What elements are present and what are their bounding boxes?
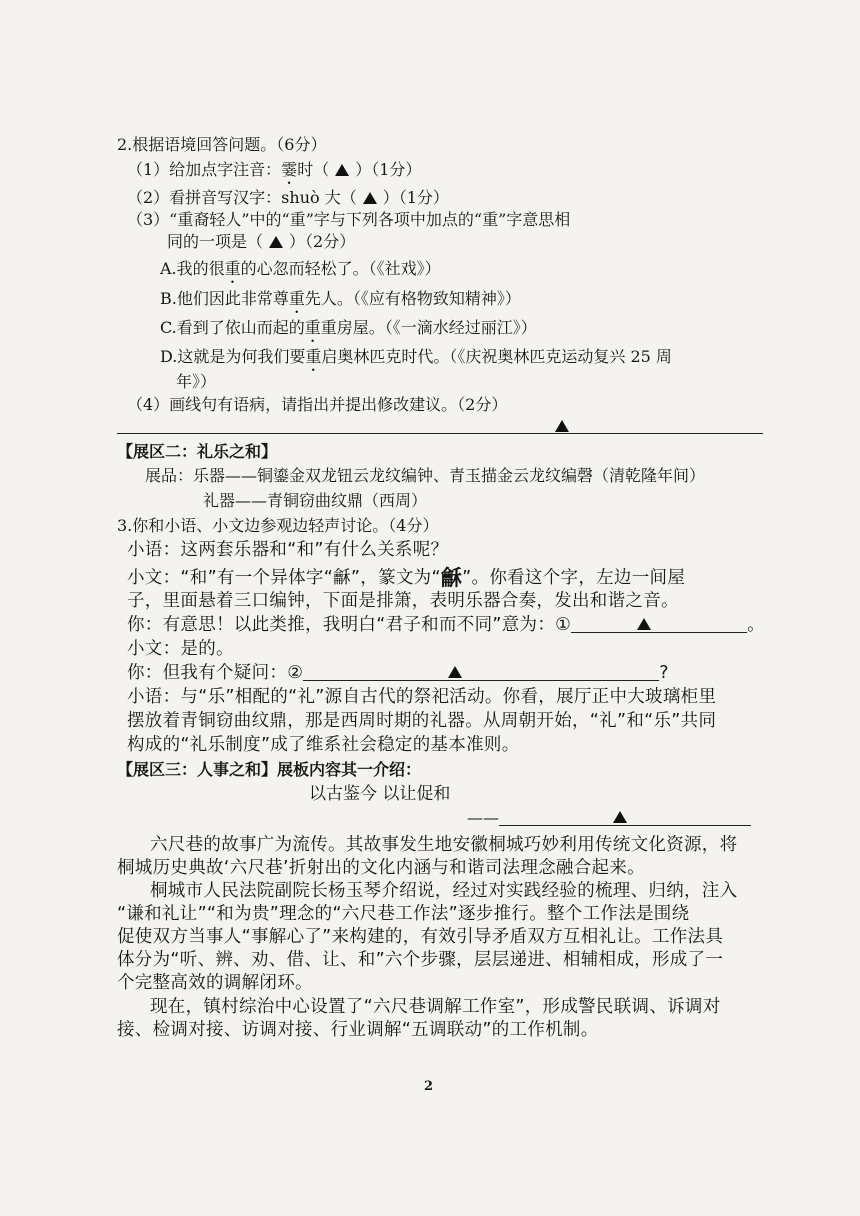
option-text: C.看到了依山而起的 <box>160 318 305 337</box>
zone3-para2-line4: 体分为“听、辨、劝、借、让、和”六个步骤，层层递进、相辅相成，形成了一 <box>117 950 724 970</box>
answer-blank-1[interactable] <box>571 614 747 633</box>
answer-triangle-icon <box>555 420 569 432</box>
option-text: D.这就是为何我们要 <box>160 347 306 366</box>
q3-line-xiaowen1-cont: 子，里面悬着三口编钟，下面是排箫，表明乐器合奏，发出和谐之音。 <box>127 591 679 611</box>
q3-line-end: 。 <box>747 615 765 635</box>
answer-triangle-icon <box>448 666 462 678</box>
q2-option-c <box>160 316 537 346</box>
q3-line-xiaoyu2-cont2: 构成的“礼乐制度”成了维系社会稳定的基本准则。 <box>127 735 520 755</box>
answer-line <box>117 433 763 434</box>
q3-line-end: ? <box>659 663 669 683</box>
q2-sub2-points: ）（1分） <box>382 188 449 207</box>
q3-line-you1 <box>127 613 765 637</box>
q3-line-xiaowen1 <box>127 566 685 590</box>
answer-blank-3[interactable] <box>499 807 751 826</box>
source-dash: —— <box>467 808 499 827</box>
q2-sub3-line1: （3）“重裔轻人”中的“重”字与下列各项中加点的“重”字意思相 <box>127 210 571 229</box>
zone3-source-line <box>467 806 751 830</box>
q3-line-text: 你：有意思！以此类推，我明白“君子和而不同”意为：① <box>127 615 572 635</box>
q3-line-xiaoyu2: 小语：与“乐”相配的“礼”源自古代的祭祀活动。你看，展厅正中大玻璃柜里 <box>127 687 717 707</box>
q3-line-xiaowen2: 小文：是的。 <box>127 639 234 659</box>
zone2-exhibit1: 展品：乐器——铜鎏金双龙钮云龙纹编钟、青玉描金云龙纹编磬（清乾隆年间） <box>145 466 706 485</box>
q3-line-you2 <box>127 661 669 685</box>
dotted-char: 重 <box>305 347 322 366</box>
zone2-exhibit2: 礼器——青铜窃曲纹鼎（西周） <box>203 491 428 510</box>
option-text: 启奥林匹克时代。（《庆祝奥林匹克运动复兴 25 周 <box>321 347 672 366</box>
q2-sub3-points: ）（2分） <box>289 232 356 251</box>
q2-sub2 <box>127 186 449 210</box>
q2-sub1 <box>127 158 421 188</box>
q2-option-b <box>160 287 521 317</box>
answer-triangle-icon <box>613 811 627 823</box>
dotted-char: 重 <box>288 289 305 308</box>
q2-sub1-points: ）（1分） <box>355 160 422 179</box>
zone3-para2-line2: “谦和礼让”“和为贵”理念的“六尺巷工作法”逐步推行。整个工作法是围绕 <box>117 904 690 924</box>
zone3-subtitle: 以古鉴今 以让促和 <box>309 784 451 804</box>
q2-sub3-prefix: 同的一项是（ <box>167 232 264 251</box>
zone3-para2-line5: 个完整高效的调解闭环。 <box>117 973 313 993</box>
zone3-para2-line1: 桐城市人民法院副院长杨玉琴介绍说，经过对实践经验的梳理、归纳，注入 <box>150 881 738 901</box>
q3-line-text: 小文：“和”有一个异体字“龢”，篆文为“ <box>127 568 441 588</box>
q2-sub1-word: 时（ <box>297 160 330 179</box>
answer-triangle-icon <box>335 164 349 176</box>
q2-option-d <box>160 345 672 375</box>
q2-option-d-cont: 年》） <box>176 372 217 391</box>
q3-title: 3.你和小语、小文边参观边轻声讨论。（4分） <box>117 516 439 535</box>
q2-sub1-dotted-char: 霎 <box>281 160 298 179</box>
q3-line-xiaoyu1: 小语：这两套乐器和“和”有什么关系呢？ <box>127 540 449 560</box>
zone3-para1-line1: 六尺巷的故事广为流传。其故事发生地安徽桐城巧妙利用传统文化资源，将 <box>150 835 738 855</box>
zone3-para2-line3: 促使双方当事人“事解心了”来构建的，有效引导矛盾双方互相礼让。工作法具 <box>117 927 724 947</box>
zone3-para3-line2: 接、检调对接、访调对接、行业调解“五调联动”的工作机制。 <box>117 1020 599 1040</box>
zone2-header: 【展区二：礼乐之和】 <box>117 442 278 461</box>
option-text: 重房屋。（《一滴水经过丽江》） <box>320 318 537 337</box>
q2-sub1-prefix: （1）给加点字注音： <box>127 160 282 179</box>
option-text: 的心忽而轻松了。（《社戏》） <box>240 259 441 278</box>
q2-sub4: （4）画线句有语病，请指出并提出修改建议。（2分） <box>127 395 508 414</box>
q3-line-text: ”。你看这个字，左边一间屋 <box>462 568 686 588</box>
zone3-para1-line2: 桐城历史典故‘六尺巷’折射出的文化内涵与和谐司法理念融合起来。 <box>117 858 645 878</box>
page-number: 2 <box>424 1079 434 1094</box>
q2-title: 2.根据语境回答问题。（6分） <box>117 135 327 154</box>
option-text: A.我的很 <box>160 259 225 278</box>
answer-triangle-icon <box>363 192 377 204</box>
dotted-char: 重 <box>304 318 321 337</box>
answer-blank-2[interactable] <box>303 662 659 681</box>
zone3-header: 【展区三：人事之和】展板内容其一介绍： <box>117 760 422 779</box>
option-text: 先人。（《应有格物致知精神》） <box>304 289 521 308</box>
answer-triangle-icon <box>269 236 283 248</box>
option-text: B.他们因此非常尊 <box>160 289 289 308</box>
seal-script-character: 龢 <box>440 566 463 590</box>
answer-triangle-icon <box>637 618 651 630</box>
q3-line-text: 你：但我有个疑问：② <box>127 663 304 683</box>
zone3-para3-line1: 现在，镇村综治中心设置了“六尺巷调解工作室”，形成警民联调、诉调对 <box>150 997 721 1017</box>
q2-option-a <box>160 257 441 287</box>
q2-sub3-line2 <box>167 230 355 254</box>
dotted-char: 重 <box>224 259 241 278</box>
q2-sub2-prefix: （2）看拼音写汉字：shuò 大（ <box>127 188 357 207</box>
q3-line-xiaoyu2-cont1: 摆放着青铜窃曲纹鼎，那是西周时期的礼器。从周朝开始，“礼”和“乐”共同 <box>127 711 717 731</box>
